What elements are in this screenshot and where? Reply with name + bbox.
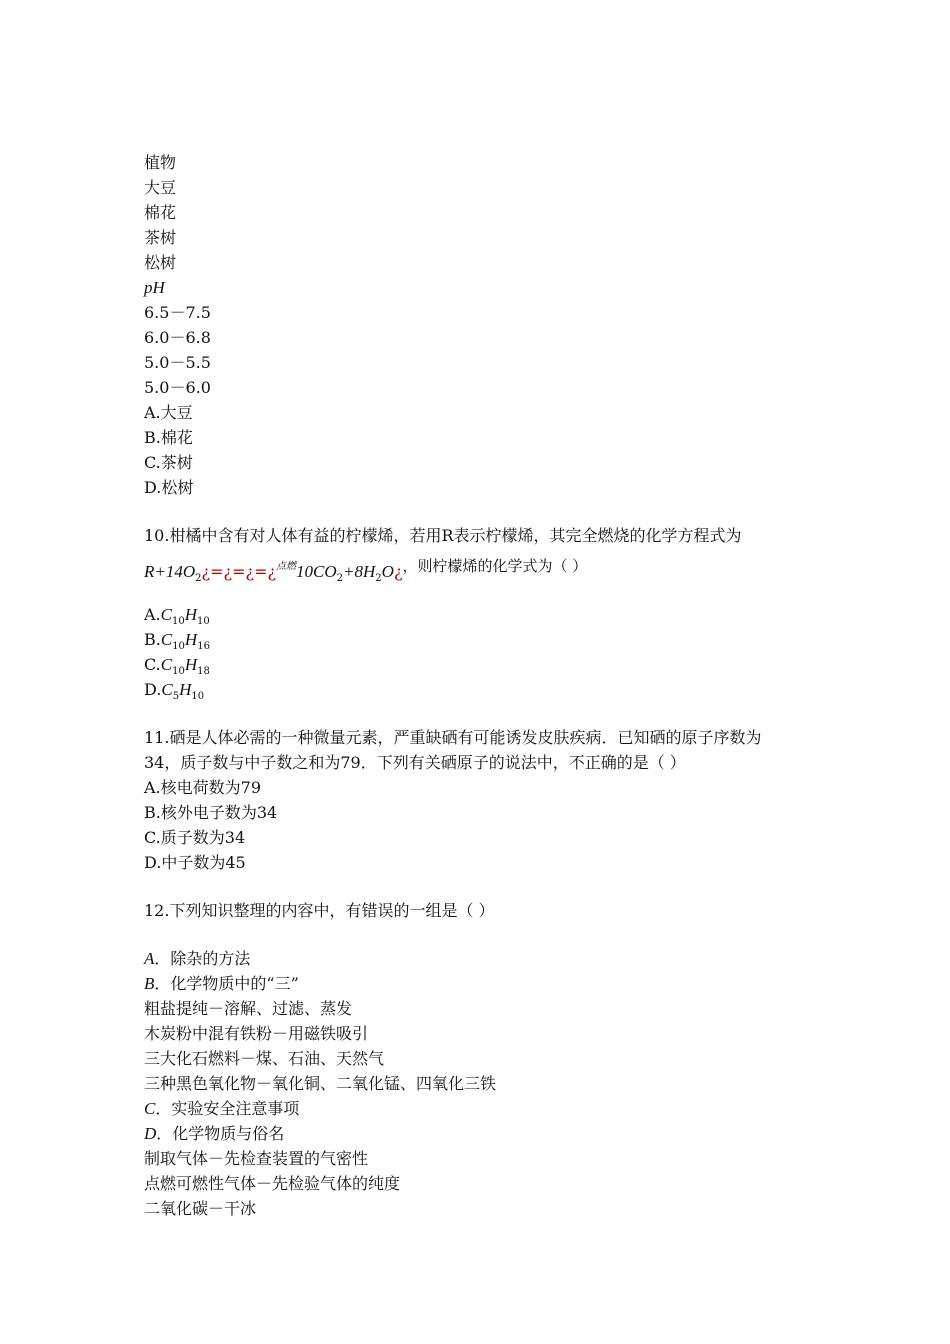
formula-sub: 10: [171, 616, 185, 627]
option-label: B: [144, 974, 155, 993]
formula-sub: 10: [172, 641, 185, 652]
q12-line: 三种黑色氧化物－氧化铜、二氧化锰、四氧化三铁: [144, 1074, 497, 1093]
option-prefix: D.: [144, 680, 162, 699]
q12-line: 木炭粉中混有铁粉－用磁铁吸引: [144, 1024, 369, 1043]
option-prefix: B.: [144, 630, 161, 649]
option-label: D: [144, 1124, 157, 1143]
line-text: ．化学物质与俗名: [156, 1124, 285, 1143]
formula-h: H: [184, 630, 198, 649]
table-header-ph: pH: [144, 278, 165, 297]
q12-line: 三大化石燃料－煤、石油、天然气: [144, 1049, 385, 1068]
option-label: A: [144, 949, 155, 968]
formula-c: C: [160, 630, 173, 649]
table-cell-ph-1: 6.5－7.5: [144, 303, 211, 322]
formula-sub: 18: [197, 666, 210, 677]
q12-line-b: [144, 971, 824, 996]
q10-stem: 10.柑橘中含有对人体有益的柠檬烯，若用R表示柠檬烯，其完全燃烧的化学方程式为: [144, 526, 742, 545]
q11-option-a: A.核电荷数为79: [144, 778, 262, 797]
q11-stem-line-1: 11.硒是人体必需的一种微量元素，严重缺硒有可能诱发皮肤疾病．已知硒的原子序数为: [144, 728, 762, 747]
q12-line: 二氧化碳－干冰: [144, 1199, 257, 1218]
q10-equation: [144, 548, 824, 584]
eq-o: O: [381, 562, 394, 581]
q10-option-a: [144, 602, 824, 627]
table-header-plant: 植物: [144, 153, 177, 172]
q10-tail: ，则柠檬烯的化学式为（ ）: [402, 557, 588, 575]
formula-h: H: [184, 655, 198, 674]
table-cell-pine: 松树: [144, 253, 177, 272]
q12-stem: 12.下列知识整理的内容中，有错误的一组是（ ）: [144, 901, 495, 920]
q9-option-a: A.大豆: [144, 403, 193, 422]
formula-c: C: [161, 680, 173, 699]
q10-option-d: [144, 677, 824, 702]
formula-sub: 10: [191, 691, 205, 702]
eq-end: ¿: [393, 562, 403, 581]
q11-option-d: D.中子数为45: [144, 853, 246, 872]
option-label: C: [144, 1099, 156, 1118]
table-cell-soybean: 大豆: [144, 178, 177, 197]
line-text: ．实验安全注意事项: [155, 1099, 300, 1118]
formula-sub: 5: [172, 691, 180, 702]
q10-option-c: [144, 652, 824, 677]
table-cell-ph-4: 5.0－6.0: [144, 378, 211, 397]
formula-sub: 10: [197, 616, 210, 627]
eq-h2o: +8H: [343, 562, 376, 581]
table-cell-ph-3: 5.0－5.5: [144, 353, 211, 372]
q9-option-b: B.棉花: [144, 428, 193, 447]
q9-option-d: D.松树: [144, 478, 194, 497]
formula-h: H: [179, 680, 192, 699]
line-text: ．化学物质中的“三”: [154, 974, 299, 993]
q12-line-a: [144, 946, 824, 971]
line-text: ．除杂的方法: [154, 949, 251, 968]
table-cell-tea: 茶树: [144, 228, 177, 247]
q12-line: 粗盐提纯－溶解、过滤、蒸发: [144, 999, 353, 1018]
formula-sub: 10: [172, 666, 185, 677]
eq-sub: 2: [375, 573, 382, 584]
eq-condition: 点燃: [276, 561, 297, 572]
document-page: [144, 150, 824, 1221]
eq-garbled-arrow: ¿=¿=¿=¿: [201, 562, 277, 581]
eq-sub: 2: [336, 573, 344, 584]
eq-sub: 2: [195, 573, 202, 584]
q11-stem-line-2: 34，质子数与中子数之和为79．下列有关硒原子的说法中，不正确的是（ ）: [144, 753, 686, 772]
table-cell-ph-2: 6.0－6.8: [144, 328, 211, 347]
eq-co2: 10CO: [296, 562, 337, 581]
option-prefix: A.: [144, 605, 161, 624]
q12-line: 制取气体－先检查装置的气密性: [144, 1149, 369, 1168]
q11-option-c: C.质子数为34: [144, 828, 246, 847]
q12-line-c: [144, 1096, 824, 1121]
q9-option-c: C.茶树: [144, 453, 193, 472]
q12-line: 点燃可燃性气体－先检验气体的纯度: [144, 1174, 401, 1193]
table-cell-cotton: 棉花: [144, 203, 177, 222]
formula-sub: 16: [197, 641, 210, 652]
formula-c: C: [160, 605, 172, 624]
option-prefix: C.: [144, 655, 161, 674]
formula-c: C: [160, 655, 173, 674]
eq-left: R+14O: [144, 562, 196, 581]
q10-option-b: [144, 627, 824, 652]
q11-option-b: B.核外电子数为34: [144, 803, 278, 822]
formula-h: H: [184, 605, 197, 624]
q12-line-d: [144, 1121, 824, 1146]
